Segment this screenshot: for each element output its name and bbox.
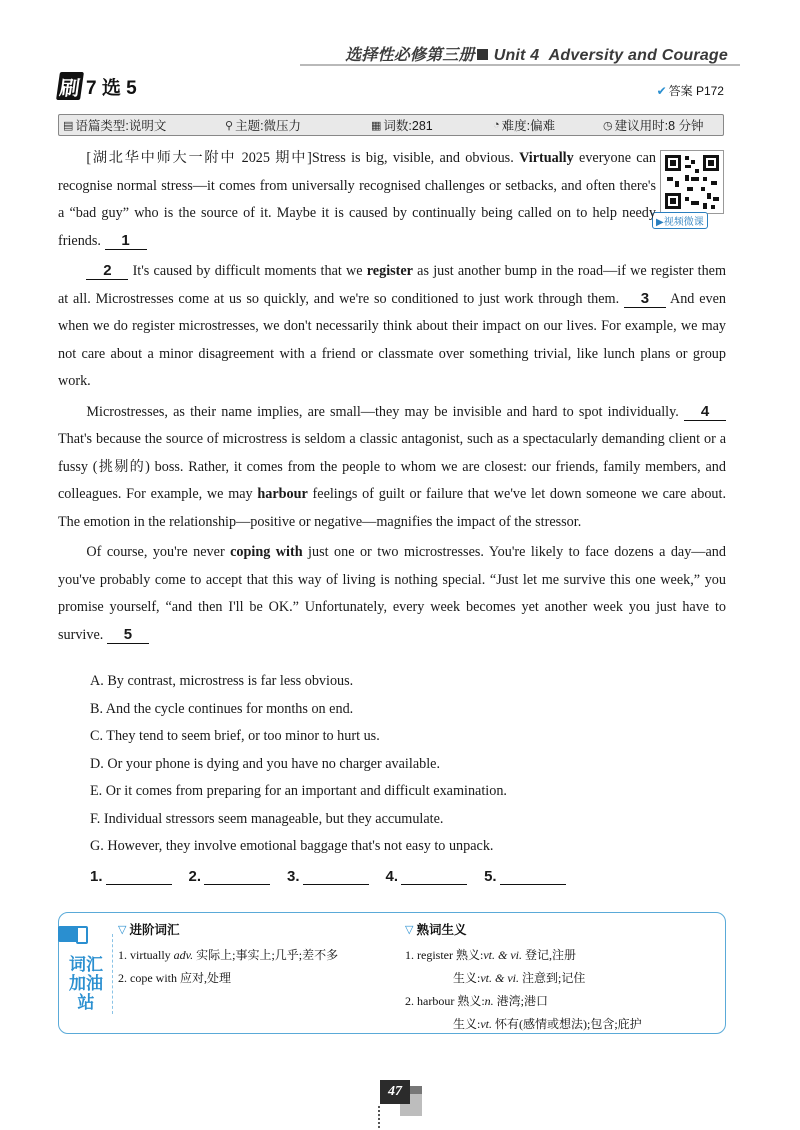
running-header [345, 42, 728, 65]
answer-lines [90, 868, 583, 885]
answer-4-input[interactable] [401, 868, 467, 885]
vocab-register-familiar: 1. register 熟义:vt. & vi. 登记,注册 [405, 948, 576, 962]
answer-4: 4. [386, 868, 468, 885]
answer-1: 1. [90, 868, 172, 885]
blank-2[interactable]: 2 [86, 262, 128, 280]
keyword-coping-with: coping with [230, 544, 303, 560]
flag-icon-accent [76, 926, 88, 944]
option-f: F. Individual stressors seem manageable, but they accumulate. [90, 810, 444, 827]
video-lesson-label[interactable]: ▶视频微课 [652, 212, 708, 229]
header-unit-title: Adversity and Courage [548, 47, 728, 64]
triangle-down-icon: ▽ [405, 923, 414, 936]
source-tag: [湖北华中师大一附中 2025 期中] [86, 150, 312, 166]
check-icon: ✔ [656, 84, 667, 98]
vocab-advanced-item-1: 1. virtually adv. 实际上;事实上;几乎;差不多 [118, 948, 339, 962]
keyword-virtually: Virtually [519, 150, 574, 166]
option-g: G. However, they involve emotional baggage that's not easy to unpack. [90, 838, 494, 854]
info-topic: ⚲ 主题:微压力 [225, 119, 302, 133]
options-list [90, 668, 507, 861]
blank-4[interactable]: 4 [684, 403, 726, 421]
option-e: E. Or it comes from preparing for an important and difficult examination. [90, 783, 507, 799]
answer-3-input[interactable] [303, 868, 369, 885]
answer-2-input[interactable] [204, 868, 270, 885]
play-icon: ▶ [656, 217, 664, 228]
option-d: D. Or your phone is dying and you have no charger available. [90, 755, 440, 772]
book-icon: ▤ [63, 119, 74, 132]
search-icon: ⚲ [225, 119, 234, 132]
answer-3: 3. [287, 868, 369, 885]
info-suggested-time: ◷ 建议用时:8 分钟 [603, 119, 704, 133]
paragraph-3: Microstresses, as their name implies, are small—they may be invisible and hard to spot individually. 4 That's because the source of microstress is seldom a classic antagonist, such as a spectacularly demanding client or a fussy (挑剔的) boss. Rather, it comes from the people to whom we are closest: our friends, family members, and colleagues. For example, we may harbour feelings of guilt or failure that we've let down someone we care about. The emotion in the relationship—positive or negative—magnifies the impact of the stressor. [58, 402, 727, 530]
clock-icon: ◷ [603, 119, 613, 132]
answer-1-input[interactable] [106, 868, 172, 885]
blank-3[interactable]: 3 [624, 290, 666, 308]
brush-badge: 刷 [56, 72, 84, 100]
section-title-text: 7 选 5 [86, 77, 137, 99]
header-square-icon [477, 49, 488, 60]
answer-reference-text: 答案 P172 [668, 84, 724, 98]
section-title [58, 72, 137, 100]
info-difficulty: ◔ 难度:偏难 [493, 119, 556, 133]
paragraph-2: 2 It's caused by difficult moments that we register as just another bump in the road—if we register them at all. Microstresses come at us so quickly, and we're so conditioned to just work through them. 3 And even when we do register microstresses, we don't necessarily think about their impact on our lives. For example, we may not care about a minor disagreement with a friend or classmate over something trivial, like lunch plans or group work. [58, 262, 726, 389]
paragraph-4: Of course, you're never coping with just one or two microstresses. You're likely to face dozens a day—and you've probably come to accept that this way of living is nothing special. “Just let me survive this one week,” you promise yourself, “and then I'll be OK.” Unfortunately, every week becomes yet another week you just have to survive. 5 [58, 544, 726, 643]
document-icon: ▦ [371, 119, 382, 132]
vocab-register-new: 生义:vt. & vi. 注意到;记住 [453, 971, 586, 985]
option-c: C. They tend to seem brief, or too minor to hurt us. [90, 728, 380, 744]
keyword-register: register [366, 263, 413, 279]
keyword-harbour: harbour [257, 486, 308, 502]
page-dots [378, 1106, 382, 1128]
vocab-station-title: 词汇加油站 [69, 955, 103, 1012]
answer-5-input[interactable] [500, 868, 566, 885]
info-bar [58, 114, 724, 136]
info-word-count: ▦ 词数:281 [371, 119, 433, 133]
triangle-down-icon: ▽ [118, 923, 127, 936]
vocab-new-meanings [405, 920, 642, 1036]
vocab-harbour-familiar: 2. harbour 熟义:n. 港湾;港口 [405, 994, 549, 1008]
vocab-advanced-item-2: 2. cope with 应对,处理 [118, 971, 232, 985]
passage [58, 145, 726, 649]
answer-reference [657, 82, 724, 99]
option-a: A. By contrast, microstress is far less obvious. [90, 673, 354, 689]
info-text-type: ▤ 语篇类型:说明文 [63, 119, 167, 133]
gauge-icon: ◔ [493, 119, 500, 131]
blank-5[interactable]: 5 [107, 626, 149, 644]
vocab-advanced-heading: ▽ 进阶词汇 [118, 923, 180, 937]
answer-5: 5. [484, 868, 566, 885]
vocab-advanced [118, 920, 338, 990]
blank-1[interactable]: 1 [105, 232, 147, 250]
paragraph-1: [湖北华中师大一附中 2025 期中]Stress is big, visible, and obvious. Virtually everyone can recognise normal stress—it comes from universally recognised challenges or setbacks, and often there's a “bad guy” who is the source of it. Maybe it is caused by continually being called on to help needy friends. 1 [58, 150, 656, 249]
vocab-new-meanings-heading: ▽ 熟词生义 [405, 923, 467, 937]
answer-2: 2. [189, 868, 271, 885]
header-unit: Unit 4 [493, 47, 540, 64]
vocab-harbour-new: 生义:vt. 怀有(感情或想法);包含;庇护 [453, 1017, 642, 1031]
header-book: 选择性必修第三册 [345, 47, 475, 64]
page-number: 47 [380, 1080, 410, 1104]
option-b: B. And the cycle continues for months on end. [90, 700, 354, 717]
